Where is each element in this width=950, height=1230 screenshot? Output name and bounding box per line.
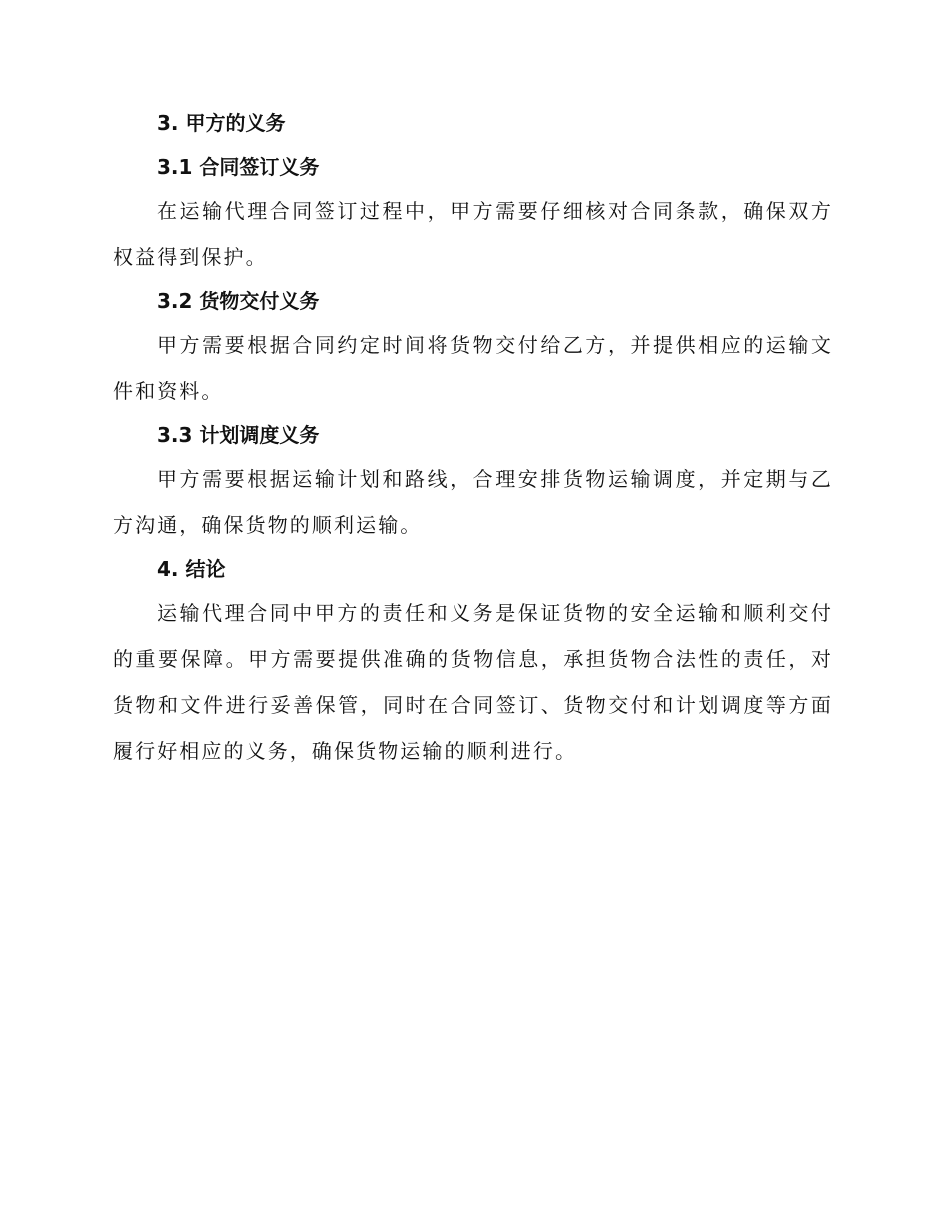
section-paragraph-4: 运输代理合同中甲方的责任和义务是保证货物的安全运输和顺利交付的重要保障。甲方需要提供准确的货物信息，承担货物合法性的责任，对货物和文件进行妥善保管，同时在合同签订、货物交付和计划调度等方面履行好相应的义务，确保货物运输的顺利进行。 [113,601,833,763]
section-paragraph-3-2: 甲方需要根据合同约定时间将货物交付给乙方，并提供相应的运输文件和资料。 [113,333,833,403]
section-heading-3-2: 3.2 货物交付义务 [157,289,320,313]
section-heading-3-1: 3.1 合同签订义务 [157,155,320,179]
document-body [113,108,833,774]
section-heading-4: 4. 结论 [157,557,226,581]
section-heading-3-3: 3.3 计划调度义务 [157,423,320,447]
section-heading-3: 3. 甲方的义务 [157,111,286,135]
section-paragraph-3-3: 甲方需要根据运输计划和路线，合理安排货物运输调度，并定期与乙方沟通，确保货物的顺利运输。 [113,467,833,537]
section-paragraph-3-1: 在运输代理合同签订过程中，甲方需要仔细核对合同条款，确保双方权益得到保护。 [113,199,833,269]
